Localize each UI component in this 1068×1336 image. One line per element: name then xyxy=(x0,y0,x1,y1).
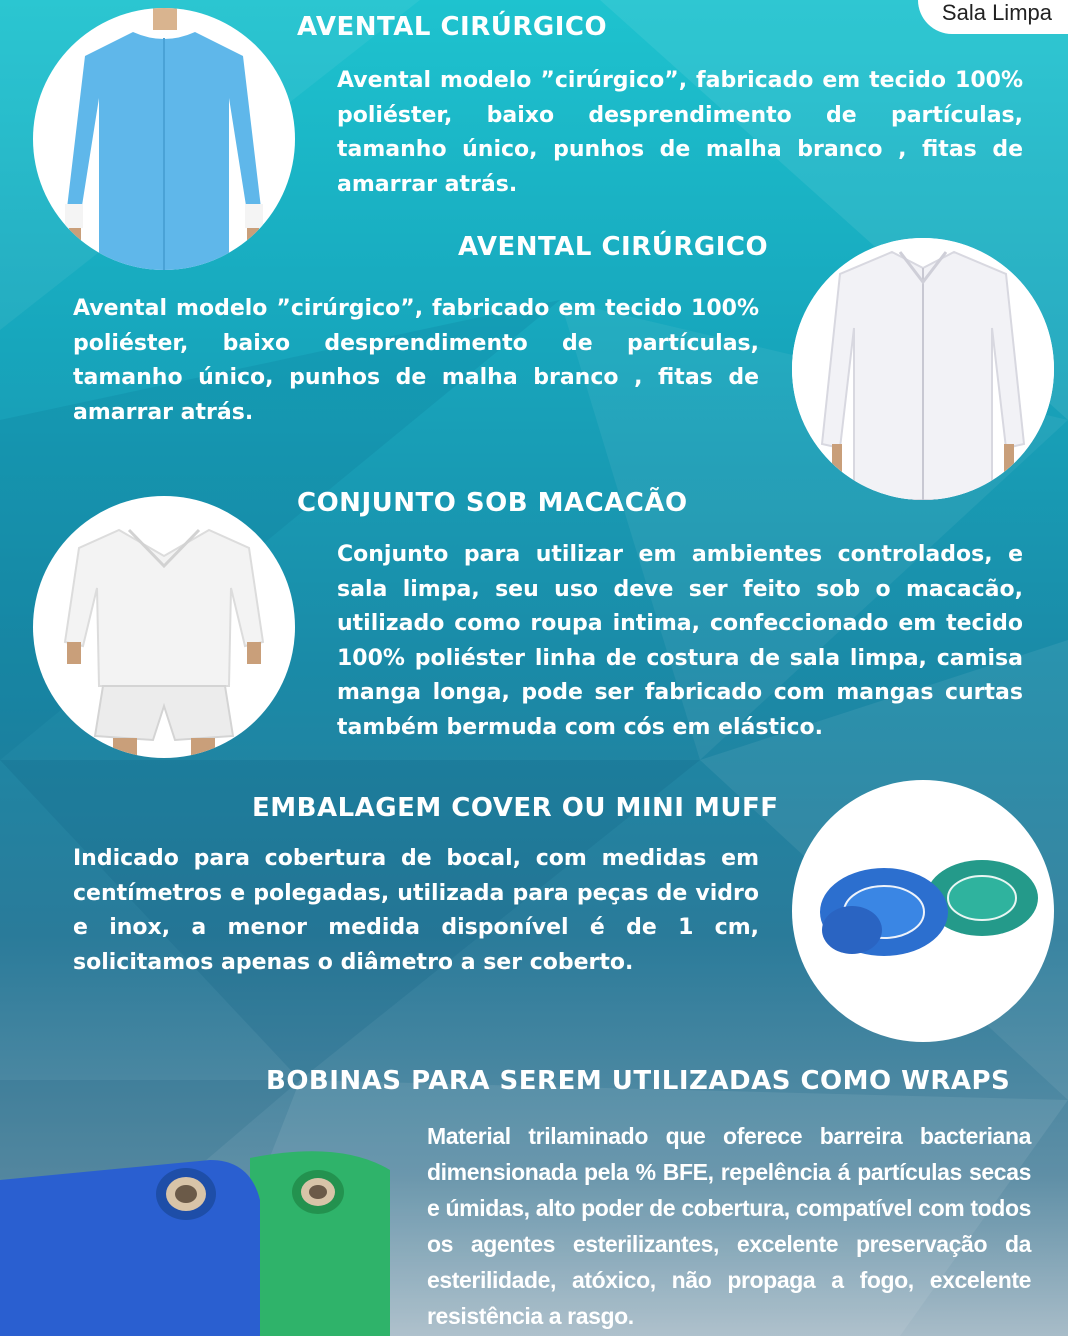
section-title: EMBALAGEM COVER OU MINI MUFF xyxy=(252,793,779,823)
section-description: Avental modelo ”cirúrgico”, fabricado em tecido 100% poliéster, baixo desprendimento de partículas, tamanho único, punhos de malha branco , fitas de amarrar atrás. xyxy=(337,68,1023,197)
brand-label: Sala Limpa xyxy=(918,0,1068,34)
section-title: BOBINAS PARA SEREM UTILIZADAS COMO WRAPS xyxy=(266,1066,1011,1096)
section-description: Indicado para cobertura de bocal, com medidas em centímetros e polegadas, utilizada para peças de vidro e inox, a menor medida disponível é de 1 cm, solicitamos apenas o diâmetro a ser coberto. xyxy=(73,846,759,975)
section-title: AVENTAL CIRÚRGICO xyxy=(297,12,608,42)
section-description: Conjunto para utilizar em ambientes controlados, e sala limpa, seu uso deve ser feito sob o macacão, utilizado como roupa intima, confeccionado em tecido 100% poliéster linha de costura de sala limpa, camisa manga longa, pode ser fabricado com mangas curtas também bermuda com cós em elástico. xyxy=(337,542,1023,740)
section-description: Material trilaminado que oferece barreira bacteriana dimensionada pela % BFE, repelência á partículas secas e úmidas, alto poder de cobertura, compatível com todos os agentes esterilizantes, excelente preservação da esterilidade, atóxico, não propaga a fogo, excelente resistência a rasgo. xyxy=(427,1123,1031,1329)
blue-surgical-gown-image xyxy=(33,8,295,270)
section-title: AVENTAL CIRÚRGICO xyxy=(458,232,769,262)
fabric-rolls-image xyxy=(0,1140,430,1336)
white-lab-coat-image xyxy=(792,238,1054,500)
section-description: Avental modelo ”cirúrgico”, fabricado em tecido 100% poliéster, baixo desprendimento de partículas, tamanho único, punhos de malha branco , fitas de amarrar atrás. xyxy=(73,296,759,425)
section-title: CONJUNTO SOB MACACÃO xyxy=(297,488,688,518)
elastic-covers-image xyxy=(792,780,1054,1042)
white-undergarment-set-image xyxy=(33,496,295,758)
